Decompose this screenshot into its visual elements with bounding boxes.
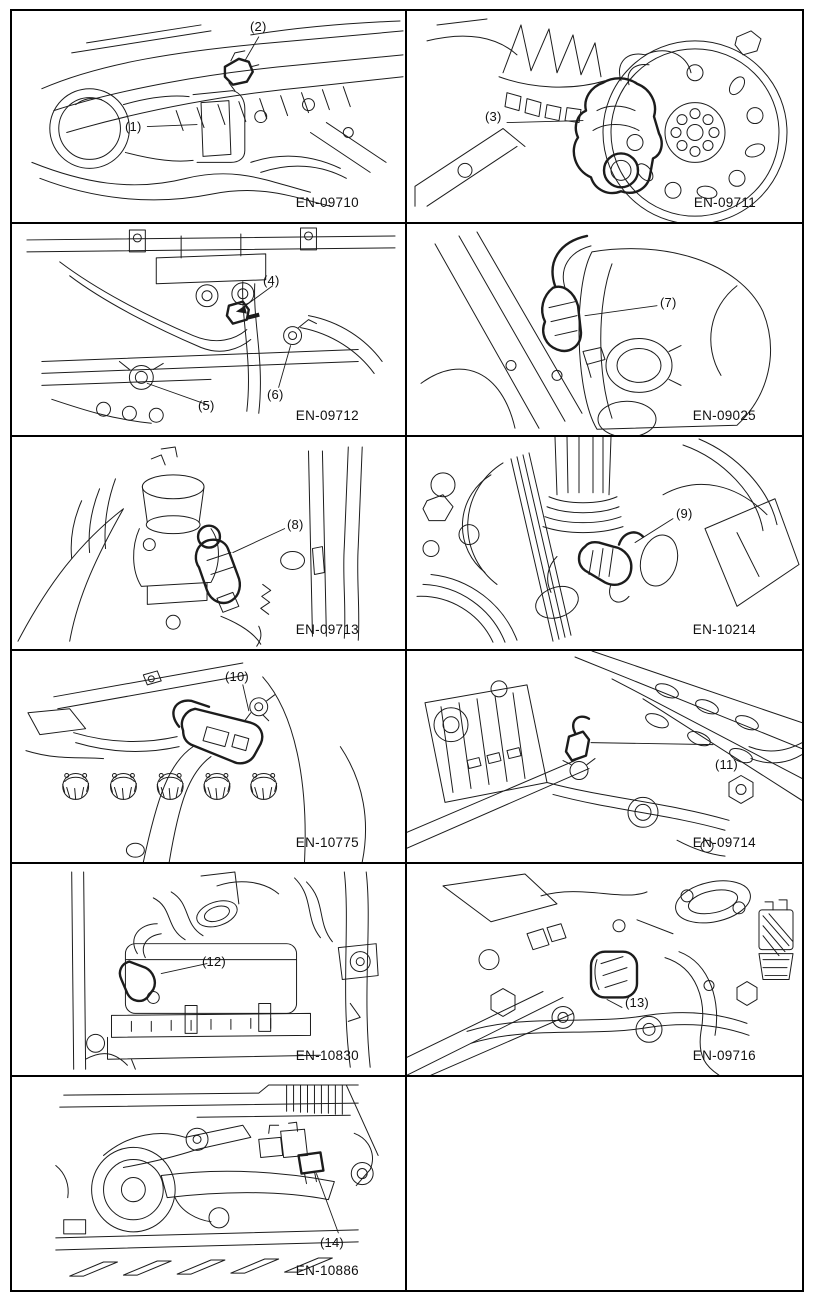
transmission-housing-sensor-diagram [407,224,802,435]
figure-cell-en-09714 [407,651,802,864]
figure-cell-en-09712 [12,224,407,437]
figure-code: EN-09716 [692,1047,756,1063]
figure-cell-en-09713 [12,437,407,650]
callout-label: (9) [676,506,693,522]
figure-code: EN-09710 [295,195,359,211]
figure-code: EN-09711 [693,195,756,211]
figure-code: EN-10830 [295,1047,359,1063]
figure-cell-en-09716 [407,864,802,1077]
callout-label: (2) [250,19,267,34]
callout-label: (8) [287,517,304,533]
radiator-lower-connector-diagram [12,1077,405,1290]
engine-intake-manifold-diagram [12,11,405,222]
figure-cell-en-10214 [407,437,802,650]
figure-cell-en-09710 [12,11,407,224]
figure-cell-en-10775 [12,651,407,864]
callout-label: (1) [125,119,142,134]
engine-valley-sensor-diagram [407,864,802,1075]
callout-label: (14) [320,1234,344,1250]
callout-label: (7) [660,295,677,311]
figure-code: EN-10886 [295,1263,359,1278]
alternator-area-sensor-diagram [407,651,802,862]
figure-code: EN-09714 [692,834,756,850]
callout-label: (4) [263,273,280,289]
figure-code: EN-10214 [692,621,756,637]
callout-label: (3) [485,109,502,124]
callout-label: (5) [198,398,215,414]
figure-cell-en-09025 [407,224,802,437]
empty-cell [407,1077,802,1290]
callout-label: (11) [715,756,738,772]
callout-label: (12) [202,953,226,969]
figure-code: EN-09025 [692,408,756,424]
engine-flywheel-sensor-diagram [407,11,802,222]
valve-cover-sensor-diagram [12,651,405,862]
engine-side-sensor-diagram [12,437,405,648]
figure-grid [10,9,804,1292]
figure-code: EN-09712 [295,408,359,424]
callout-label: (13) [625,994,649,1010]
callout-label: (10) [225,668,249,684]
figure-cell-en-10886 [12,1077,407,1290]
engine-front-sensor-diagram [407,437,802,648]
air-cleaner-connector-diagram [12,864,405,1075]
figure-cell-en-09711 [407,11,802,224]
figure-cell-en-10830 [12,864,407,1077]
figure-code: EN-10775 [295,834,359,850]
figure-code: EN-09713 [295,621,359,637]
callout-label: (6) [267,387,284,403]
